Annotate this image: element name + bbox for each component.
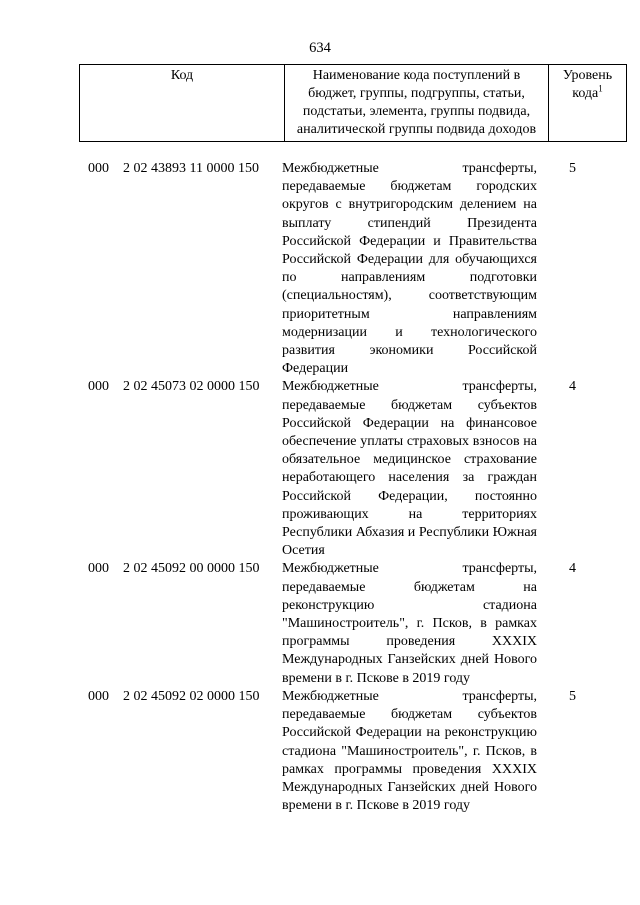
code-level: 4 — [569, 561, 576, 577]
header-code: Код — [80, 65, 285, 142]
table-body — [0, 160, 640, 815]
income-name: Межбюджетные трансферты, передаваемые бюджетам субъектов Российской Федерации на реконструкцию стадиона "Машиностроитель", г. Псков, в рамках программы проведения XXXIX Международных Ганзейских дней Нового времени в г. Пскове в 2019 году — [282, 688, 537, 814]
admin-code: 000 — [88, 688, 109, 704]
code-level: 5 — [569, 161, 576, 176]
table-row — [0, 378, 640, 560]
code-level: 4 — [569, 379, 576, 395]
income-name: Межбюджетные трансферты, передаваемые бюджетам городских округов с внутригородским делением на выплату стипендий Президента Российской Федерации и Правительства Российской Федерации для обучающихся по направлениям подготовки (специальностям), соответствующим приоритетным направлениям модернизации и технологического развития экономики Российской Федерации — [282, 161, 537, 377]
table-header — [79, 64, 627, 142]
income-code: 2 02 45073 02 0000 150 — [123, 379, 260, 395]
income-code: 2 02 43893 11 0000 150 — [123, 161, 259, 176]
footnote-marker: 1 — [598, 83, 603, 94]
header-level-label: Уровень кода — [562, 68, 613, 101]
table-row — [0, 688, 640, 815]
income-code: 2 02 45092 02 0000 150 — [123, 688, 260, 704]
admin-code: 000 — [88, 161, 109, 176]
code-level: 5 — [569, 688, 576, 704]
income-name: Межбюджетные трансферты, передаваемые бюджетам субъектов Российской Федерации на финансовое обеспечение уплаты страховых взносов на обязательное медицинское страхование неработающего населения за граждан Российской Федерации, постоянно проживающих на территориях Республики Абхазия и Республики Южная Осетия — [282, 379, 537, 559]
page-number: 634 — [309, 40, 331, 56]
income-code: 2 02 45092 00 0000 150 — [123, 561, 260, 577]
header-name: Наименование кода поступлений в бюджет, группы, подгруппы, статьи, подстатьи, элемента, группы подвида, аналитической группы подвида доходов — [285, 65, 549, 142]
admin-code: 000 — [88, 561, 109, 577]
income-name: Межбюджетные трансферты, передаваемые бюджетам на реконструкцию стадиона "Машиностроитель", г. Псков, в рамках программы проведения XXXIX Международных Ганзейских дней Нового времени в г. Пскове в 2019 году — [282, 561, 537, 686]
table-row — [0, 560, 640, 687]
header-level — [549, 65, 627, 142]
admin-code: 000 — [88, 379, 109, 395]
table-row — [0, 160, 640, 378]
